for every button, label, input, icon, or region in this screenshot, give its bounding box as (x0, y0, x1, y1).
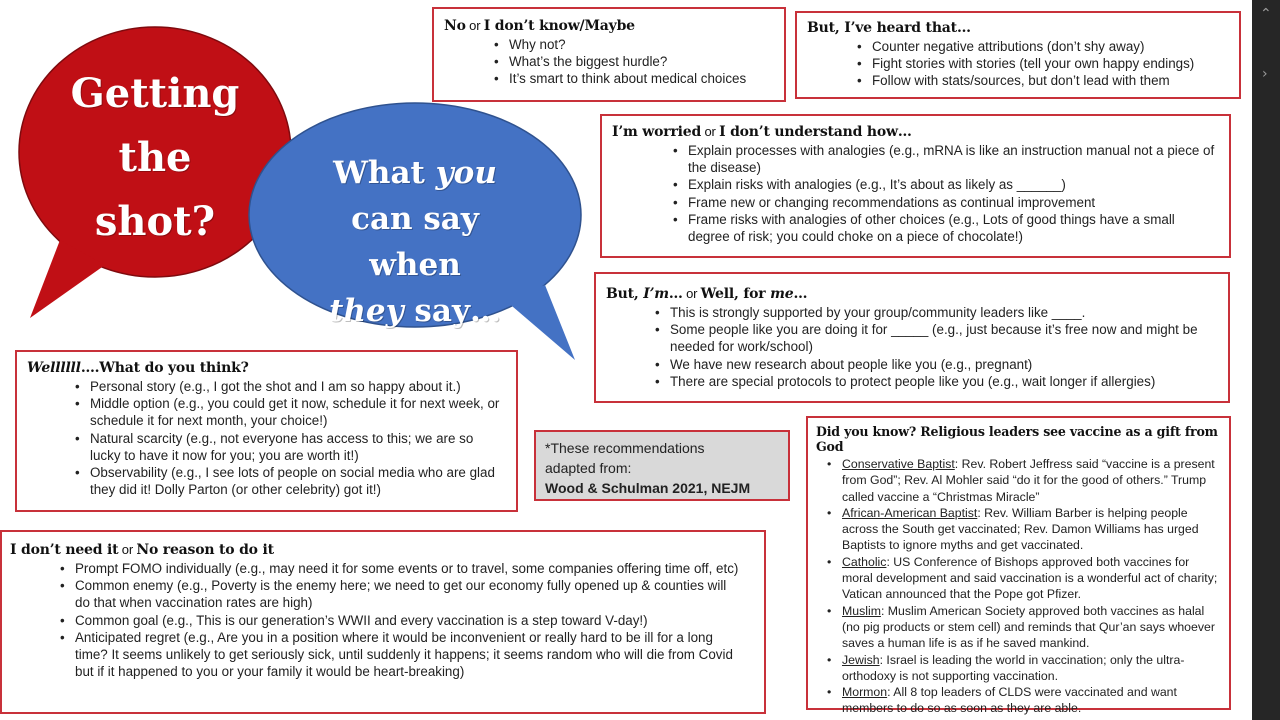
box-dont-need-heading: I don’t need it or No reason to do it (10, 542, 274, 558)
box-religious-leaders (806, 416, 1231, 716)
blue-bubble-line-3: they say… (329, 293, 501, 329)
list-item: • Frame risks with analogies of other choices (e.g., Lots of good things have a small degree of risk; you could choke on a piece of chocolate!) (688, 211, 1219, 245)
list-item: • Anticipated regret (e.g., Are you in a position where it would be inconvenient or really hard to be ill for a long time? It seems unlikely to get seriously sick, until suddenly it happens; it seems random who will die from Covid but if it happened to you or your family it would be heart-breaking) (75, 629, 742, 681)
list-item: • Muslim: Muslim American Society approved both vaccines as halal (no pig products or stem cell) and reminds that Qur’an says whoever saves a human life is as if he saved mankind. (842, 603, 1219, 652)
box-dont-need-list (75, 560, 742, 680)
list-item: • Observability (e.g., I see lots of people on social media who are glad they did it! Dolly Parton (or other celebrity) got it!) (90, 464, 502, 498)
list-item: • Conservative Baptist: Rev. Robert Jeffress said “vaccine is a present from God”; Rev. Al Mohler said “do it for the good of others.” Trump called vaccine a “Christmas Miracle” (842, 456, 1219, 505)
box-no-maybe-list (509, 36, 774, 88)
list-item: • Follow with stats/sources, but don’t lead with them (872, 72, 1229, 89)
source-note (534, 430, 790, 501)
blue-bubble-line-1: What you (333, 155, 497, 191)
list-item: • Middle option (e.g., you could get it now, schedule it for next week, or schedule it for next month, your choice!) (90, 395, 502, 429)
list-item: • There are special protocols to protect people like you (e.g., wait longer if allergies) (670, 373, 1218, 390)
box-for-me-heading: But, I’m… or Well, for me… (606, 286, 808, 302)
list-item: • What’s the biggest hurdle? (509, 53, 774, 70)
box-well-list (90, 378, 502, 498)
red-bubble-line-1: Getting (70, 70, 240, 117)
source-note-citation: Wood & Schulman 2021, NEJM (545, 480, 751, 496)
list-item: • Personal story (e.g., I got the shot and I am so happy about it.) (90, 378, 502, 395)
source-note-line-2: adapted from: (545, 460, 632, 476)
box-worried (600, 114, 1231, 258)
blue-bubble-line-2: can say when (351, 201, 479, 283)
list-item: • Jewish: Israel is leading the world in vaccination; only the ultra-orthodoxy is not supporting vaccination. (842, 652, 1219, 685)
box-heard-heading: But, I’ve heard that… (807, 20, 971, 36)
box-for-me-list (670, 304, 1218, 390)
list-item: • Explain processes with analogies (e.g., mRNA is like an instruction manual not a piece of the disease) (688, 142, 1219, 176)
box-heard-list (872, 38, 1229, 90)
box-worried-heading: I’m worried or I don’t understand how… (612, 124, 912, 140)
list-item: • We have new research about people like you (e.g., pregnant) (670, 356, 1218, 373)
red-bubble-line-3: shot? (94, 198, 216, 245)
red-bubble-line-2: the (118, 134, 192, 181)
list-item: • Common goal (e.g., This is our generation’s WWII and every vaccination is a step toward V-day!) (75, 612, 742, 629)
box-worried-list (688, 142, 1219, 245)
list-item: • African-American Baptist: Rev. William Barber is helping people across the South get vaccinated; Rev. Damon Williams has urged Baptists to ignore myths and get vaccinated. (842, 505, 1219, 554)
box-well-heading: Wellllll….What do you think? (27, 360, 249, 376)
viewer-side-bar (1252, 0, 1280, 720)
list-item: • It’s smart to think about medical choices (509, 70, 774, 87)
list-item: • Some people like you are doing it for _____ (e.g., just because it’s free now and might be needed for work/school) (670, 321, 1218, 355)
box-no-maybe (432, 7, 786, 102)
box-religious-list (842, 456, 1219, 717)
red-bubble-text (55, 62, 255, 254)
box-for-me (594, 272, 1230, 403)
chevron-right-icon[interactable]: › (1262, 66, 1268, 82)
list-item: • Common enemy (e.g., Poverty is the enemy here; we need to get our economy fully opened up & counties will do that when vaccination rates are high) (75, 577, 742, 611)
box-religious-heading: Did you know? Religious leaders see vaccine as a gift from God (816, 424, 1218, 454)
box-what-do-you-think (15, 350, 518, 512)
list-item: • Explain risks with analogies (e.g., It’s about as likely as ______) (688, 176, 1219, 193)
chevron-up-icon[interactable]: ⌃ (1260, 6, 1272, 22)
list-item: • Counter negative attributions (don’t shy away) (872, 38, 1229, 55)
source-note-line-1: *These recommendations (545, 440, 705, 456)
blue-bubble-text (300, 150, 530, 334)
list-item: • Mormon: All 8 top leaders of CLDS were vaccinated and want members to do so as soon as they are able. (842, 684, 1219, 717)
list-item: • Fight stories with stories (tell your own happy endings) (872, 55, 1229, 72)
box-heard-that (795, 11, 1241, 99)
box-no-maybe-heading: No or I don’t know/Maybe (444, 18, 635, 34)
list-item: • Catholic: US Conference of Bishops approved both vaccines for moral development and said vaccination is a wonderful act of charity; Vatican announced that the Pope got Pfizer. (842, 554, 1219, 603)
box-dont-need-it (0, 530, 766, 714)
list-item: • Prompt FOMO individually (e.g., may need it for some events or to travel, some companies offering time off, etc) (75, 560, 742, 577)
list-item: • Natural scarcity (e.g., not everyone has access to this; we are so lucky to have it now for you; you are worth it!) (90, 430, 502, 464)
list-item: • Frame new or changing recommendations as continual improvement (688, 194, 1219, 211)
list-item: • Why not? (509, 36, 774, 53)
list-item: • This is strongly supported by your group/community leaders like ____. (670, 304, 1218, 321)
